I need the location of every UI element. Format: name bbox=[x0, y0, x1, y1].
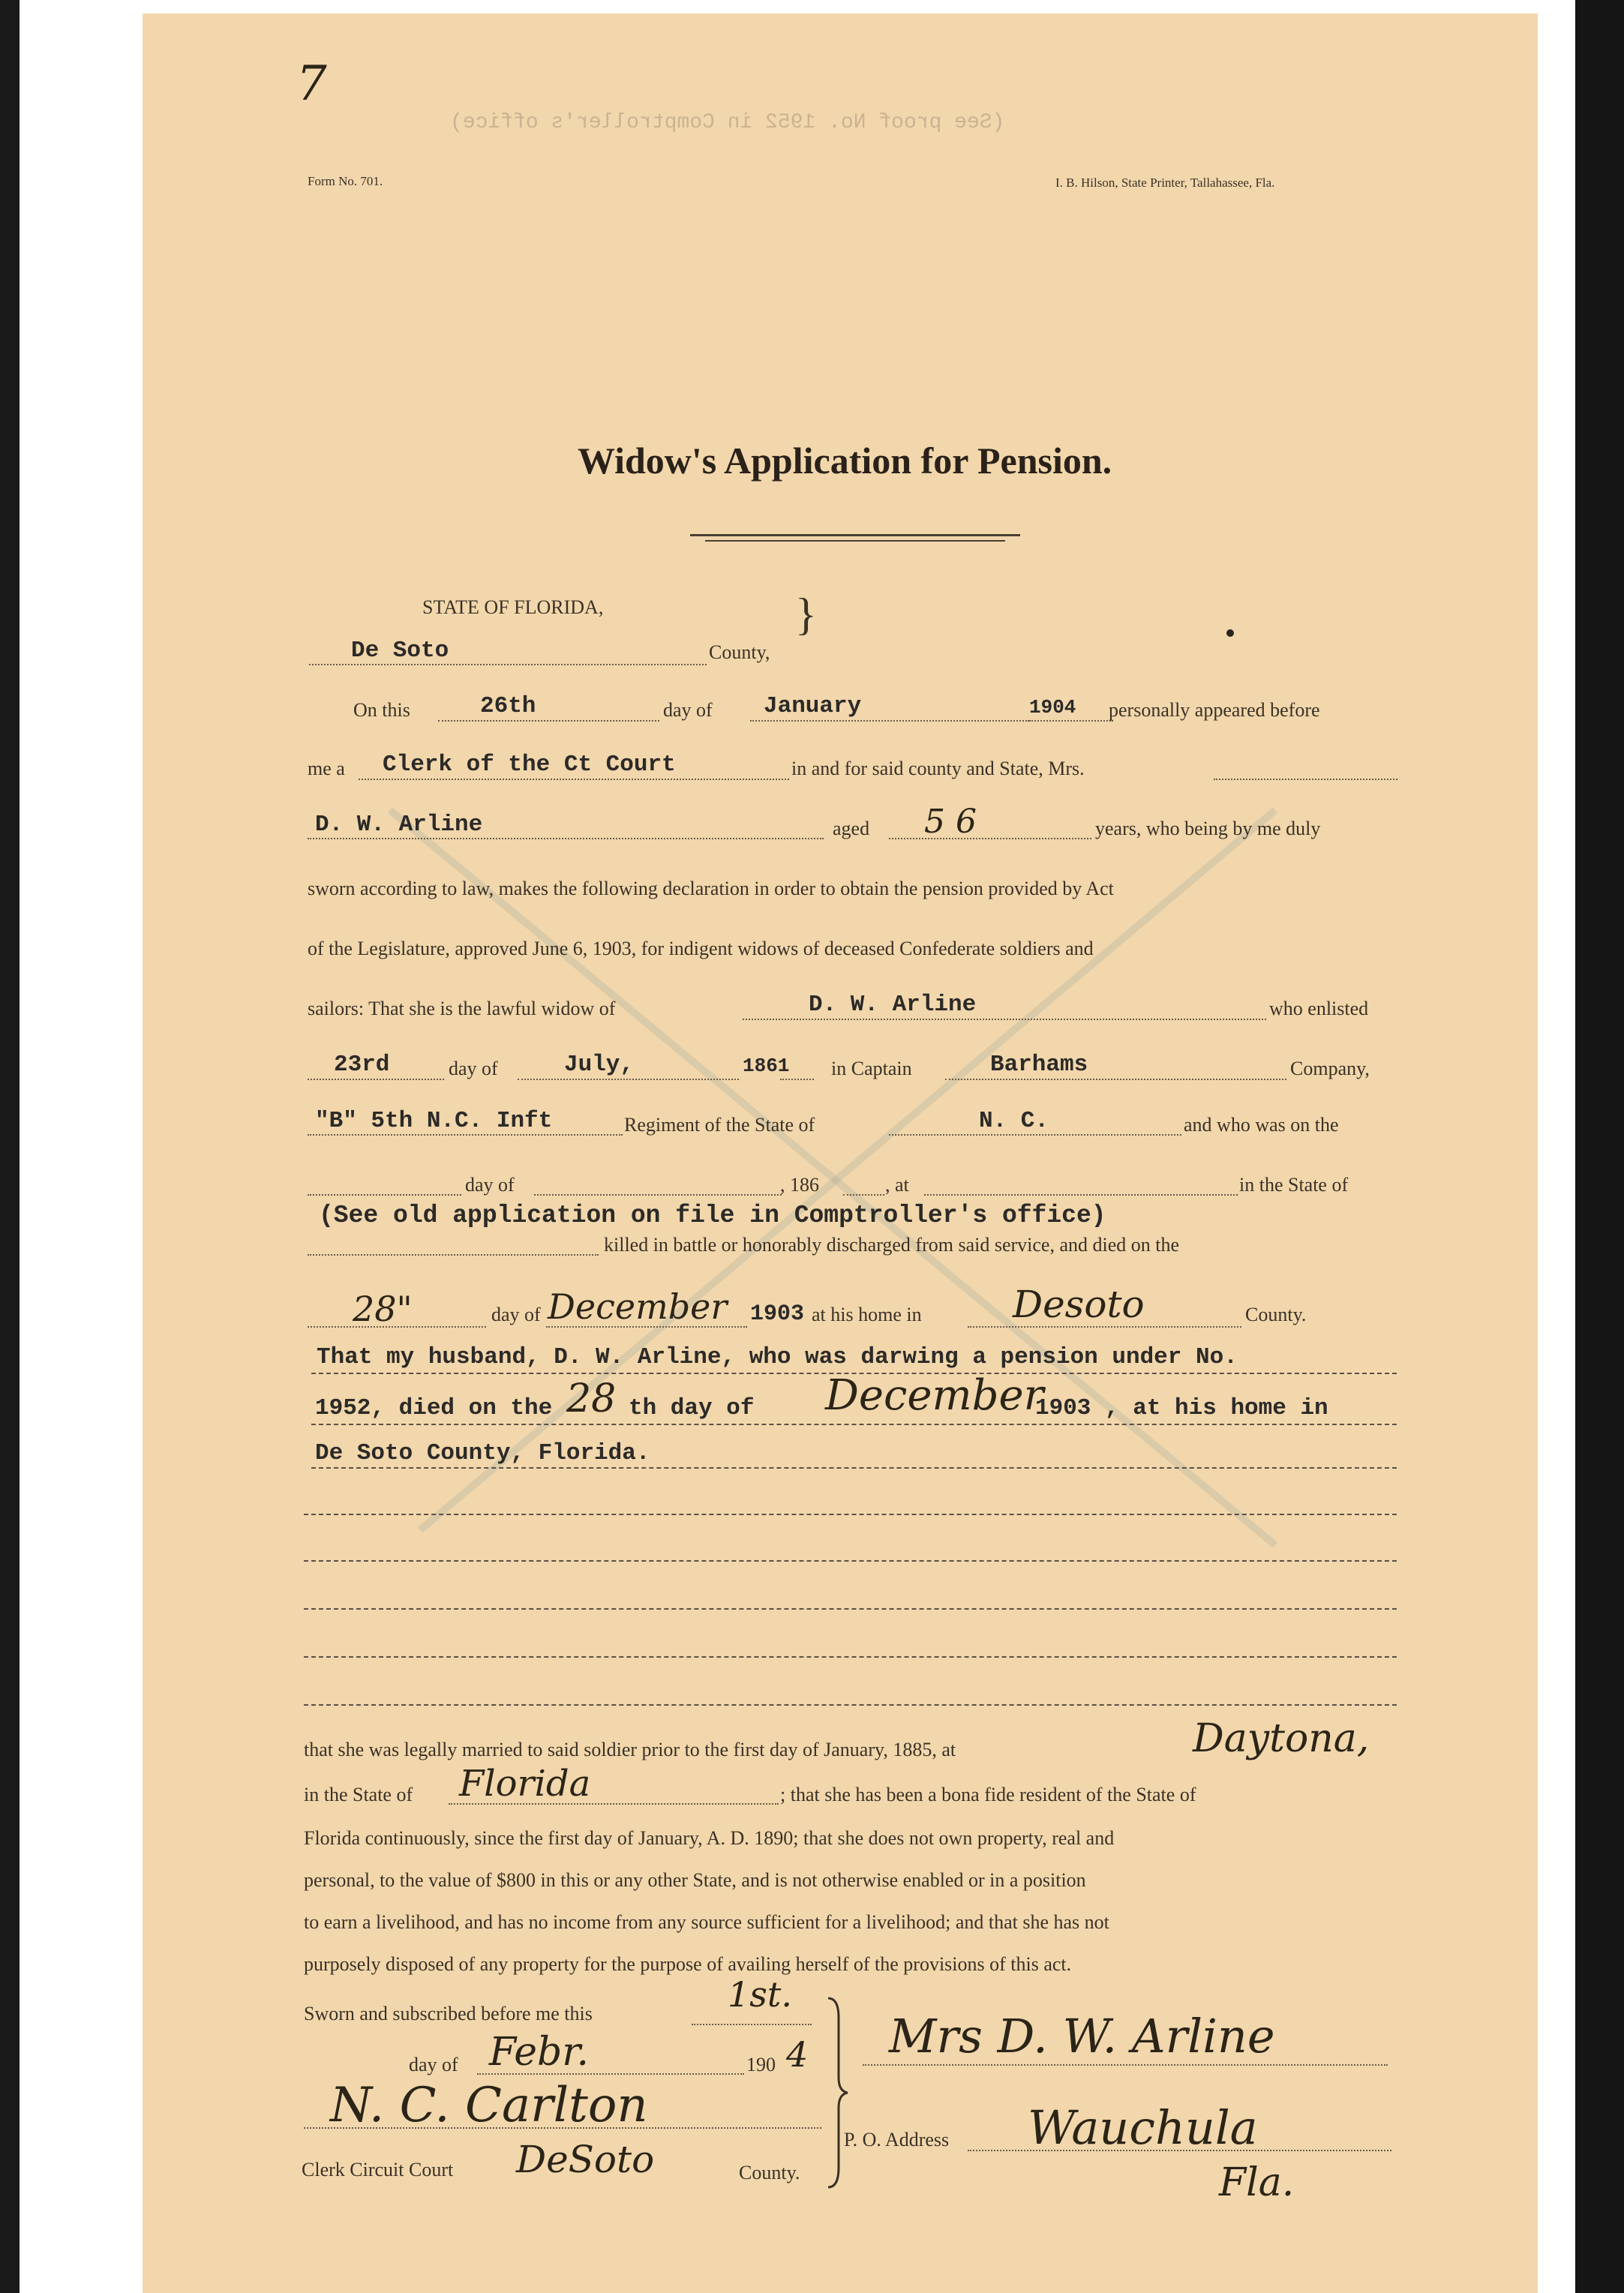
blank-year-line bbox=[843, 1194, 884, 1196]
marriage-state-line bbox=[449, 1803, 779, 1805]
statement-day: 28 bbox=[566, 1376, 617, 1421]
enlist-day-value: 23rd bbox=[334, 1052, 390, 1078]
enlist-year-line bbox=[780, 1079, 814, 1080]
year-value: 1904 bbox=[1029, 696, 1076, 719]
sworn-day-value: 1st. bbox=[728, 1974, 792, 2015]
statement-line-2b: th day of bbox=[629, 1395, 755, 1421]
brace: } bbox=[795, 590, 817, 639]
aged-label: aged bbox=[833, 818, 870, 839]
husband-name-line bbox=[743, 1019, 1266, 1020]
bleed-through-note: (See proof No. 1952 in Comptroller's office) bbox=[450, 111, 1005, 134]
blank-rule-2 bbox=[304, 1560, 1397, 1562]
jurat-year-prefix: 190 bbox=[746, 2054, 776, 2075]
county-label: County, bbox=[709, 641, 770, 663]
death-place-value: Desoto bbox=[1013, 1283, 1145, 1326]
blank-day-line bbox=[308, 1194, 461, 1196]
statement-rule-3 bbox=[311, 1467, 1397, 1469]
po-state-value: Fla. bbox=[1219, 2160, 1295, 2205]
death-day-of-label: day of bbox=[491, 1304, 541, 1325]
applicant-signature-line bbox=[863, 2064, 1388, 2066]
old-application-note: (See old application on file in Comptroller's office) bbox=[319, 1202, 1106, 1229]
clerk-label: Clerk Circuit Court bbox=[302, 2159, 454, 2180]
death-county-label: County. bbox=[1245, 1304, 1307, 1325]
blank-place-line bbox=[924, 1194, 1238, 1196]
statement-line-2c: 1903 , at his home in bbox=[1035, 1395, 1328, 1421]
husband-name-value: D. W. Arline bbox=[809, 992, 977, 1018]
blank-day-of-label: day of bbox=[465, 1174, 515, 1196]
at-home-label: at his home in bbox=[812, 1304, 922, 1325]
blank-rule-4 bbox=[304, 1656, 1397, 1658]
declaration-text-2: of the Legislature, approved June 6, 1903, for indigent widows of deceased Confederate soldiers and bbox=[308, 938, 1094, 959]
captain-value: Barhams bbox=[990, 1052, 1088, 1078]
enlist-month-value: July, bbox=[564, 1052, 635, 1078]
death-place-line bbox=[968, 1326, 1241, 1328]
closing-line-6: purposely disposed of any property for the purpose of availing herself of the provisions of this act. bbox=[304, 1953, 1072, 1975]
closing-line-5: to earn a livelihood, and has no income from any source sufficient for a livelihood; and that she has not bbox=[304, 1911, 1109, 1933]
day-value: 26th bbox=[480, 693, 536, 719]
enlist-day-of-label: day of bbox=[449, 1058, 498, 1079]
jurat-month-value: Febr. bbox=[489, 2030, 589, 2075]
jurat-day-of-label: day of bbox=[409, 2054, 458, 2075]
age-line bbox=[889, 838, 1091, 839]
month-value: January bbox=[764, 693, 862, 719]
on-this-label: On this bbox=[353, 699, 410, 721]
officer-line bbox=[359, 779, 789, 780]
year-line bbox=[1029, 720, 1113, 722]
statement-line-2a: 1952, died on the bbox=[315, 1395, 553, 1421]
clerk-county-label: County. bbox=[739, 2162, 800, 2183]
blank-rule-5 bbox=[304, 1704, 1397, 1706]
sworn-day-line bbox=[692, 2024, 812, 2025]
county-line bbox=[309, 664, 707, 665]
statement-month: December bbox=[825, 1371, 1044, 1420]
closing-line-4: personal, to the value of $800 in this or any other State, and is not otherwise enabled or in a position bbox=[304, 1869, 1086, 1891]
enlist-month-line bbox=[518, 1079, 739, 1080]
blank-at-label: , at bbox=[885, 1174, 909, 1196]
enlist-day-line bbox=[308, 1079, 444, 1080]
statement-line-1: That my husband, D. W. Arline, who was darwing a pension under No. bbox=[317, 1344, 1238, 1370]
mrs-line bbox=[1214, 779, 1397, 780]
clerk-signature-line bbox=[304, 2127, 821, 2129]
death-month-value: December bbox=[548, 1286, 728, 1327]
regiment-value: "B" 5th N.C. Inft bbox=[315, 1108, 553, 1134]
death-day-value: 28" bbox=[353, 1289, 413, 1329]
form-number: Form No. 701. bbox=[308, 174, 383, 188]
po-address-label: P. O. Address bbox=[844, 2129, 950, 2150]
closing-line-2b: ; that she has been a bona fide resident of the State of bbox=[780, 1784, 1196, 1805]
po-address-value: Wauchula bbox=[1028, 2100, 1258, 2155]
blank-rule-1 bbox=[304, 1514, 1397, 1515]
title-rule-lower bbox=[705, 540, 1005, 542]
death-day-line bbox=[308, 1326, 486, 1328]
month-line bbox=[750, 720, 1029, 722]
enlisted-label: who enlisted bbox=[1269, 998, 1369, 1019]
regiment-of-label: Regiment of the State of bbox=[624, 1114, 815, 1136]
jurat-year-value: 4 bbox=[786, 2034, 809, 2075]
regiment-line bbox=[308, 1134, 623, 1136]
page-title: Widow's Application for Pension. bbox=[578, 440, 1112, 482]
company-label: Company, bbox=[1290, 1058, 1370, 1079]
clerk-county-value: DeSoto bbox=[516, 2138, 655, 2181]
title-rule bbox=[690, 534, 1020, 536]
closing-line-1: that she was legally married to said soldier prior to the first day of January, 1885, at bbox=[304, 1739, 956, 1760]
death-month-line bbox=[546, 1326, 747, 1328]
declaration-text-1: sworn according to law, makes the following declaration in order to obtain the pension provided by Act bbox=[308, 878, 1114, 899]
discharge-text: killed in battle or honorably discharged from said service, and died on the bbox=[604, 1234, 1180, 1256]
years-label: years, who being by me duly bbox=[1095, 818, 1321, 839]
regiment-state-value: N. C. bbox=[979, 1108, 1049, 1134]
applicant-name-value: D. W. Arline bbox=[315, 812, 483, 838]
sworn-label: Sworn and subscribed before me this bbox=[304, 2003, 593, 2024]
clerk-signature: N. C. Carlton bbox=[330, 2078, 648, 2133]
blank-month-line bbox=[534, 1194, 782, 1196]
closing-line-3: Florida continuously, since the first day of January, A. D. 1890; that she does not own property, real and bbox=[304, 1827, 1115, 1849]
po-address-line bbox=[968, 2150, 1391, 2151]
jurat-brace bbox=[822, 1995, 852, 2190]
statement-rule-2 bbox=[311, 1424, 1397, 1425]
blank-year-label: , 186 bbox=[780, 1174, 819, 1196]
discharge-blank-line bbox=[308, 1254, 599, 1256]
age-value: 56 bbox=[924, 803, 987, 841]
blank-rule-3 bbox=[304, 1608, 1397, 1610]
married-at-value: Daytona, bbox=[1193, 1716, 1370, 1761]
captain-line bbox=[945, 1079, 1286, 1080]
lawful-widow-label: sailors: That she is the lawful widow of bbox=[308, 998, 616, 1019]
appeared-label: personally appeared before bbox=[1109, 699, 1320, 721]
applicant-name-line bbox=[308, 838, 824, 839]
marriage-state-value: Florida bbox=[459, 1763, 591, 1805]
me-a-label: me a bbox=[308, 758, 345, 779]
county-value: De Soto bbox=[351, 638, 449, 664]
applicant-signature: Mrs D. W. Arline bbox=[889, 2009, 1275, 2063]
captain-label: in Captain bbox=[831, 1058, 912, 1079]
regiment-state-line bbox=[889, 1134, 1181, 1136]
closing-line-2a: in the State of bbox=[304, 1784, 413, 1805]
officer-value: Clerk of the Ct Court bbox=[383, 752, 676, 778]
enlist-year-value: 1861 bbox=[743, 1055, 790, 1077]
state-label: STATE OF FLORIDA, bbox=[422, 596, 604, 618]
jurat-month-line bbox=[477, 2073, 744, 2075]
and-who-label: and who was on the bbox=[1184, 1114, 1339, 1136]
in-state-of-label: in the State of bbox=[1239, 1174, 1349, 1196]
day-line bbox=[438, 720, 659, 722]
day-of-label: day of bbox=[663, 699, 713, 721]
statement-line-3: De Soto County, Florida. bbox=[315, 1440, 650, 1466]
death-year-value: 1903 bbox=[750, 1301, 805, 1327]
printer-credit: I. B. Hilson, State Printer, Tallahassee, Fla. bbox=[1055, 176, 1275, 190]
page-mark: 7 bbox=[296, 56, 327, 112]
in-and-for-label: in and for said county and State, Mrs. bbox=[791, 758, 1085, 779]
